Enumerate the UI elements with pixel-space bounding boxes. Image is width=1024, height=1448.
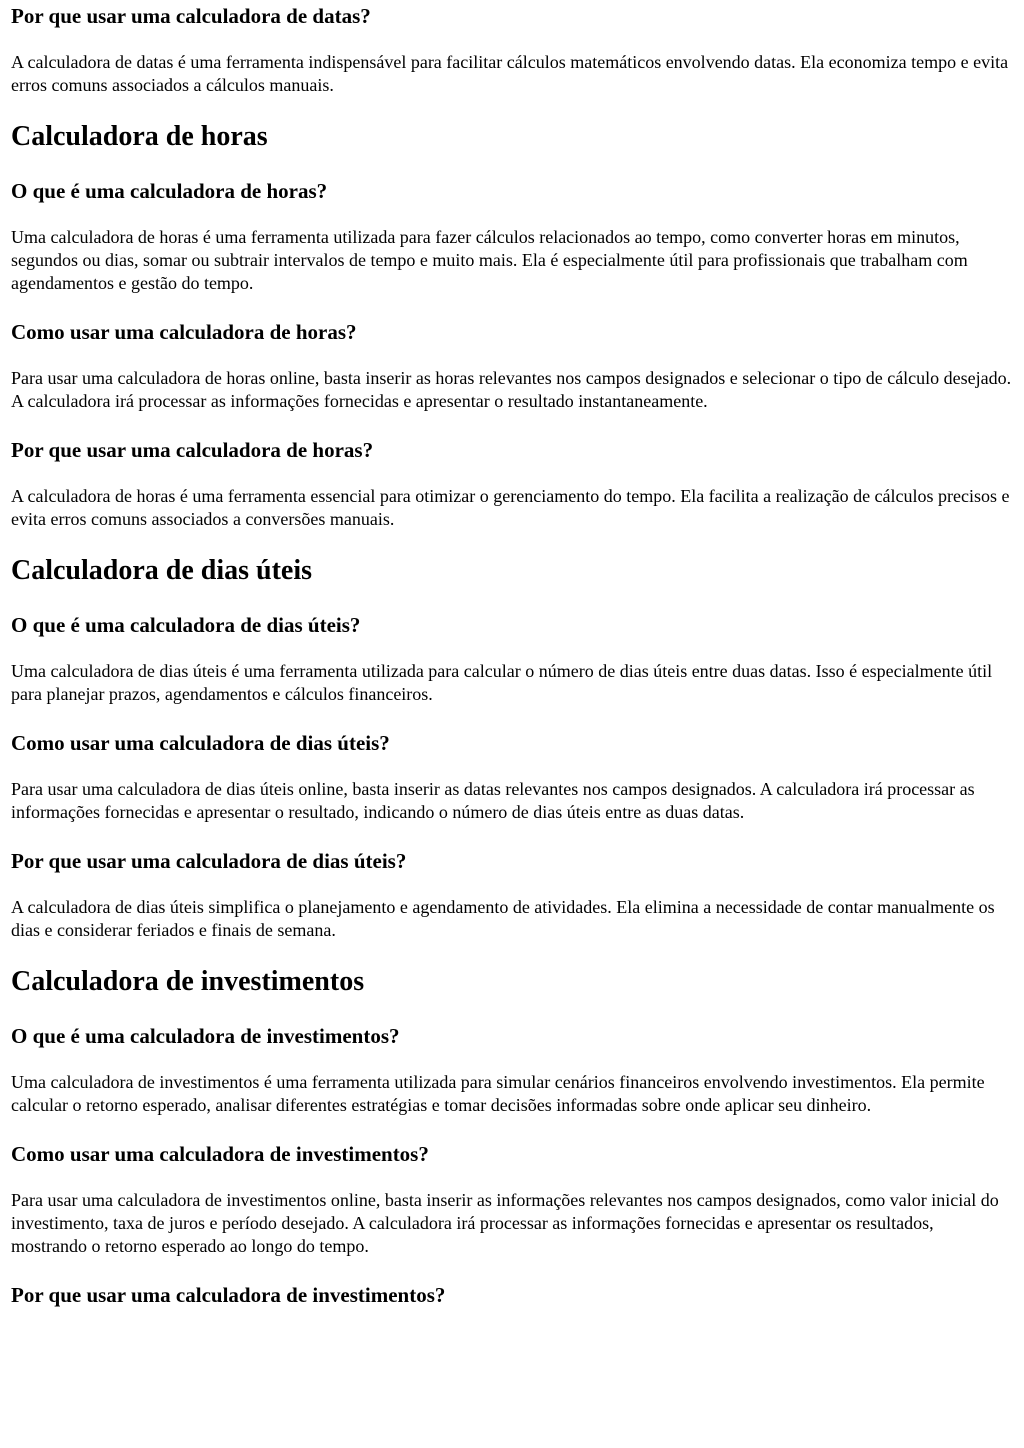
paragraph-why-hours-calculator: A calculadora de horas é uma ferramenta essencial para otimizar o gerenciamento do tempo. Ela facilita a realização de cálculos precisos e evita erros comuns associados a conversões manuais. <box>11 486 1010 529</box>
heading-what-hours-calculator: O que é uma calculadora de horas? <box>11 179 328 203</box>
paragraph-why-business-days-calculator: A calculadora de dias úteis simplifica o planejamento e agendamento de atividades. Ela elimina a necessidade de contar manualmente os dias e considerar feriados e finais de semana. <box>11 897 995 940</box>
heading-how-hours-calculator: Como usar uma calculadora de horas? <box>11 320 357 344</box>
heading-what-business-days-calculator: O que é uma calculadora de dias úteis? <box>11 613 361 637</box>
heading-business-days-calculator: Calculadora de dias úteis <box>11 555 313 586</box>
article-content <box>11 0 1014 1308</box>
heading-what-investment-calculator: O que é uma calculadora de investimentos? <box>11 1024 400 1048</box>
heading-why-business-days-calculator: Por que usar uma calculadora de dias úteis? <box>11 849 407 873</box>
heading-why-investment-calculator: Por que usar uma calculadora de investimentos? <box>11 1283 446 1307</box>
heading-how-business-days-calculator: Como usar uma calculadora de dias úteis? <box>11 731 390 755</box>
paragraph-what-investment-calculator: Uma calculadora de investimentos é uma ferramenta utilizada para simular cenários financeiros envolvendo investimentos. Ela permite calcular o retorno esperado, analisar diferentes estratégias e tomar decisões informadas sobre onde aplicar seu dinheiro. <box>11 1072 985 1115</box>
paragraph-what-business-days-calculator: Uma calculadora de dias úteis é uma ferramenta utilizada para calcular o número de dias úteis entre duas datas. Isso é especialmente útil para planejar prazos, agendamentos e cálculos financeiros. <box>11 661 993 704</box>
heading-why-date-calculator: Por que usar uma calculadora de datas? <box>11 4 371 28</box>
heading-investment-calculator: Calculadora de investimentos <box>11 966 365 997</box>
heading-how-investment-calculator: Como usar uma calculadora de investimentos? <box>11 1142 429 1166</box>
paragraph-why-date-calculator: A calculadora de datas é uma ferramenta indispensável para facilitar cálculos matemáticos envolvendo datas. Ela economiza tempo e evita erros comuns associados a cálculos manuais. <box>11 52 1009 95</box>
paragraph-what-hours-calculator: Uma calculadora de horas é uma ferramenta utilizada para fazer cálculos relacionados ao tempo, como converter horas em minutos, segundos ou dias, somar ou subtrair intervalos de tempo e muito mais. Ela é especialmente útil para profissionais que trabalham com agendamentos e gestão do tempo. <box>11 227 968 293</box>
paragraph-how-investment-calculator: Para usar uma calculadora de investimentos online, basta inserir as informações relevantes nos campos designados, como valor inicial do investimento, taxa de juros e período desejado. A calculadora irá processar as informações fornecidas e apresentar os resultados, mostrando o retorno esperado ao longo do tempo. <box>11 1190 999 1256</box>
paragraph-how-business-days-calculator: Para usar uma calculadora de dias úteis online, basta inserir as datas relevantes nos campos designados. A calculadora irá processar as informações fornecidas e apresentar o resultado, indicando o número de dias úteis entre as duas datas. <box>11 779 975 822</box>
heading-hours-calculator: Calculadora de horas <box>11 121 268 152</box>
paragraph-how-hours-calculator: Para usar uma calculadora de horas online, basta inserir as horas relevantes nos campos designados e selecionar o tipo de cálculo desejado. A calculadora irá processar as informações fornecidas e apresentar o resultado instantaneamente. <box>11 368 1012 411</box>
heading-why-hours-calculator: Por que usar uma calculadora de horas? <box>11 438 374 462</box>
